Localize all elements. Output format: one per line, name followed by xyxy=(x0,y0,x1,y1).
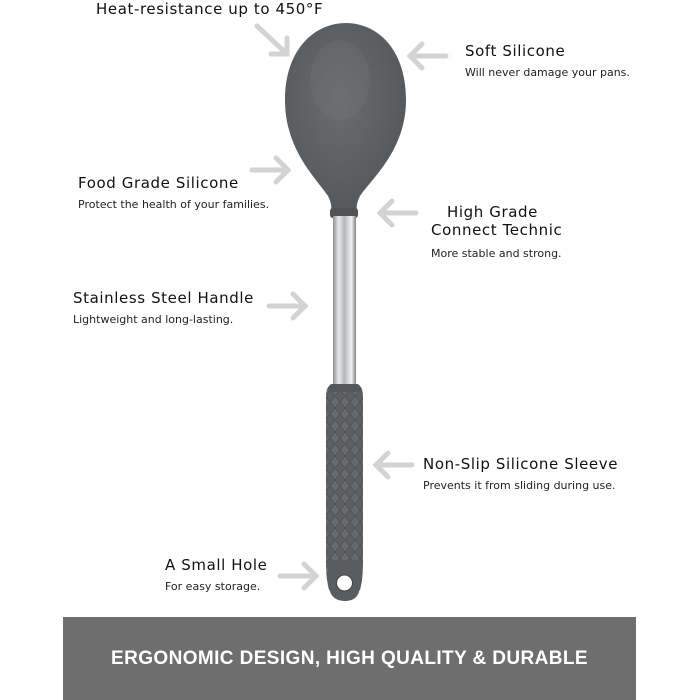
hanging-hole xyxy=(329,560,360,601)
arrow-icon xyxy=(276,560,322,592)
spoon-bowl xyxy=(285,23,406,214)
bottom-banner xyxy=(63,617,636,700)
feature-title-line2: Connect Technic xyxy=(431,221,563,239)
feature-title: Heat-resistance up to 450°F xyxy=(96,0,324,18)
arrow-icon xyxy=(404,40,450,72)
arrow-icon xyxy=(265,290,311,322)
feature-description: Will never damage your pans. xyxy=(465,66,630,79)
silicone-sleeve xyxy=(326,384,363,590)
feature-soft-silicone xyxy=(465,42,630,79)
feature-title: A Small Hole xyxy=(165,556,268,574)
feature-title: Food Grade Silicone xyxy=(78,174,239,192)
feature-description: Prevents it from sliding during use. xyxy=(423,479,616,492)
feature-title: Non-Slip Silicone Sleeve xyxy=(423,455,619,473)
feature-non-slip-sleeve xyxy=(423,455,618,492)
feature-food-grade xyxy=(78,174,269,211)
arrow-icon xyxy=(253,22,293,60)
steel-handle xyxy=(333,216,356,386)
feature-description: For easy storage. xyxy=(165,580,261,593)
feature-title-line1: High Grade xyxy=(447,203,538,221)
banner-text: ERGONOMIC DESIGN, HIGH QUALITY & DURABLE xyxy=(111,647,588,669)
feature-title: Stainless Steel Handle xyxy=(73,289,254,307)
feature-steel-handle xyxy=(73,289,254,326)
feature-heat-resistance xyxy=(96,0,323,18)
feature-connect-technic xyxy=(431,203,562,260)
feature-small-hole xyxy=(165,556,268,593)
feature-description: More stable and strong. xyxy=(431,247,562,260)
arrow-icon xyxy=(370,449,416,481)
arrow-icon xyxy=(374,197,420,229)
feature-description: Protect the health of your families. xyxy=(78,198,270,211)
feature-description: Lightweight and long-lasting. xyxy=(73,313,234,326)
feature-title: Soft Silicone xyxy=(465,42,566,60)
